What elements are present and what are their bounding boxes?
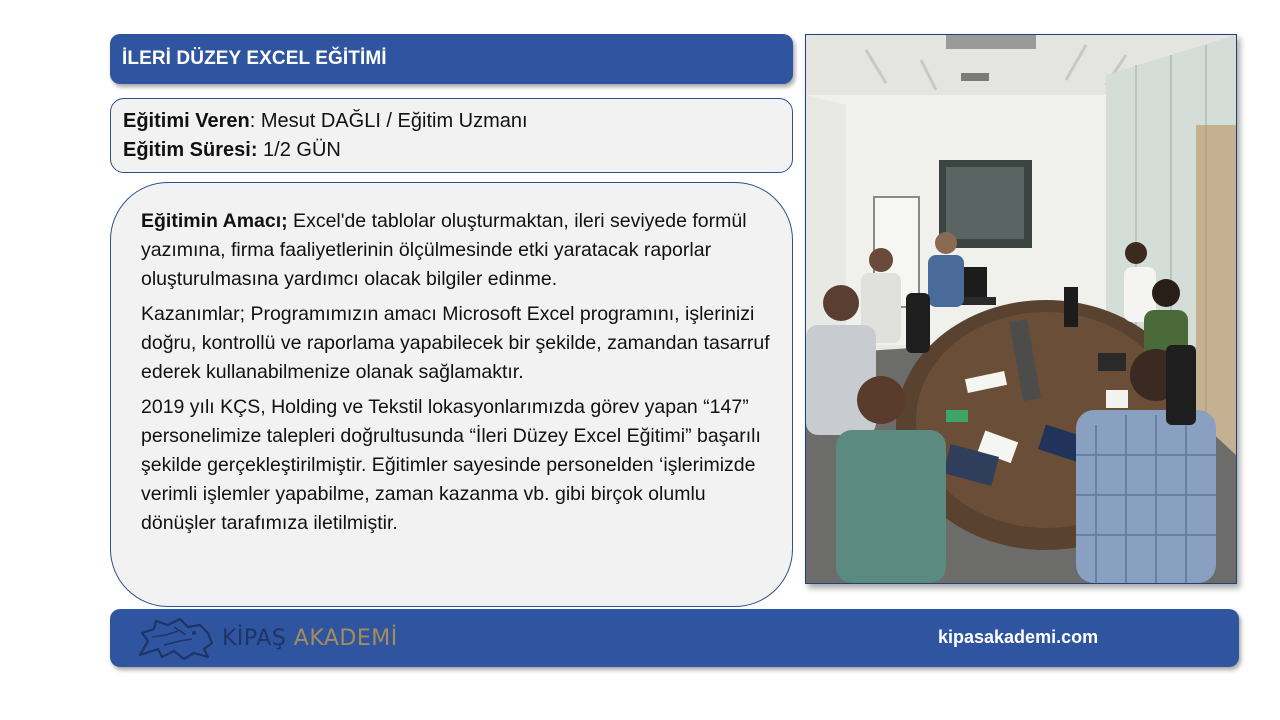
page-title: İLERİ DÜZEY EXCEL EĞİTİMİ bbox=[122, 48, 387, 69]
lion-logo-icon bbox=[134, 615, 218, 661]
logo-wordmark bbox=[222, 626, 398, 651]
purpose-paragraph bbox=[141, 207, 770, 294]
training-photo bbox=[805, 34, 1237, 584]
footer-bar bbox=[110, 609, 1239, 667]
website-link[interactable]: kipasakademi.com bbox=[938, 627, 1099, 647]
kipas-akademi-logo bbox=[134, 615, 414, 661]
trainer-label: Eğitimi Veren bbox=[123, 110, 250, 132]
purpose-text: Excel'de tablolar oluşturmaktan, ileri seviyede formül yazımına, firma faaliyetlerinin ölçülmesinde etki yaratacak raporlar oluşturulmasına yardımcı olacak bilgiler edinme. bbox=[141, 210, 747, 290]
trainer-info-box bbox=[110, 98, 793, 173]
logo-part-kipas: KİPAŞ bbox=[222, 625, 287, 651]
duration-line bbox=[123, 136, 780, 165]
trainer-line bbox=[123, 107, 780, 136]
gains-paragraph: Kazanımlar; Programımızın amacı Microsoft Excel programını, işlerinizi doğru, kontrollü ve raporlama yapabilecek bir şekilde, zamandan tasarruf ederek kullanabilmenize olanak sağlamaktır. bbox=[141, 303, 770, 383]
logo-part-akademi: AKADEMİ bbox=[286, 625, 398, 651]
trainer-value: : Mesut DAĞLI / Eğitim Uzmanı bbox=[249, 110, 528, 132]
classroom-photo-illustration bbox=[806, 35, 1236, 583]
duration-value: 1/2 GÜN bbox=[257, 139, 341, 161]
title-bar bbox=[110, 34, 793, 84]
result-paragraph: 2019 yılı KÇS, Holding ve Tekstil lokasyonlarımızda görev yapan “147” personelimize talepleri doğrultusunda “İleri Düzey Excel Eğitimi” başarılı şekilde gerçekleştirilmiştir. Eğitimler sayesinde personelden ‘işlerimizde verimli işlemler yapabilme, zaman kazanma vb. gibi birçok olumlu dönüşler tarafımıza iletilmiştir. bbox=[141, 396, 761, 534]
description-box bbox=[110, 182, 793, 607]
purpose-label: Eğitimin Amacı; bbox=[141, 210, 288, 232]
duration-label: Eğitim Süresi: bbox=[123, 139, 258, 161]
